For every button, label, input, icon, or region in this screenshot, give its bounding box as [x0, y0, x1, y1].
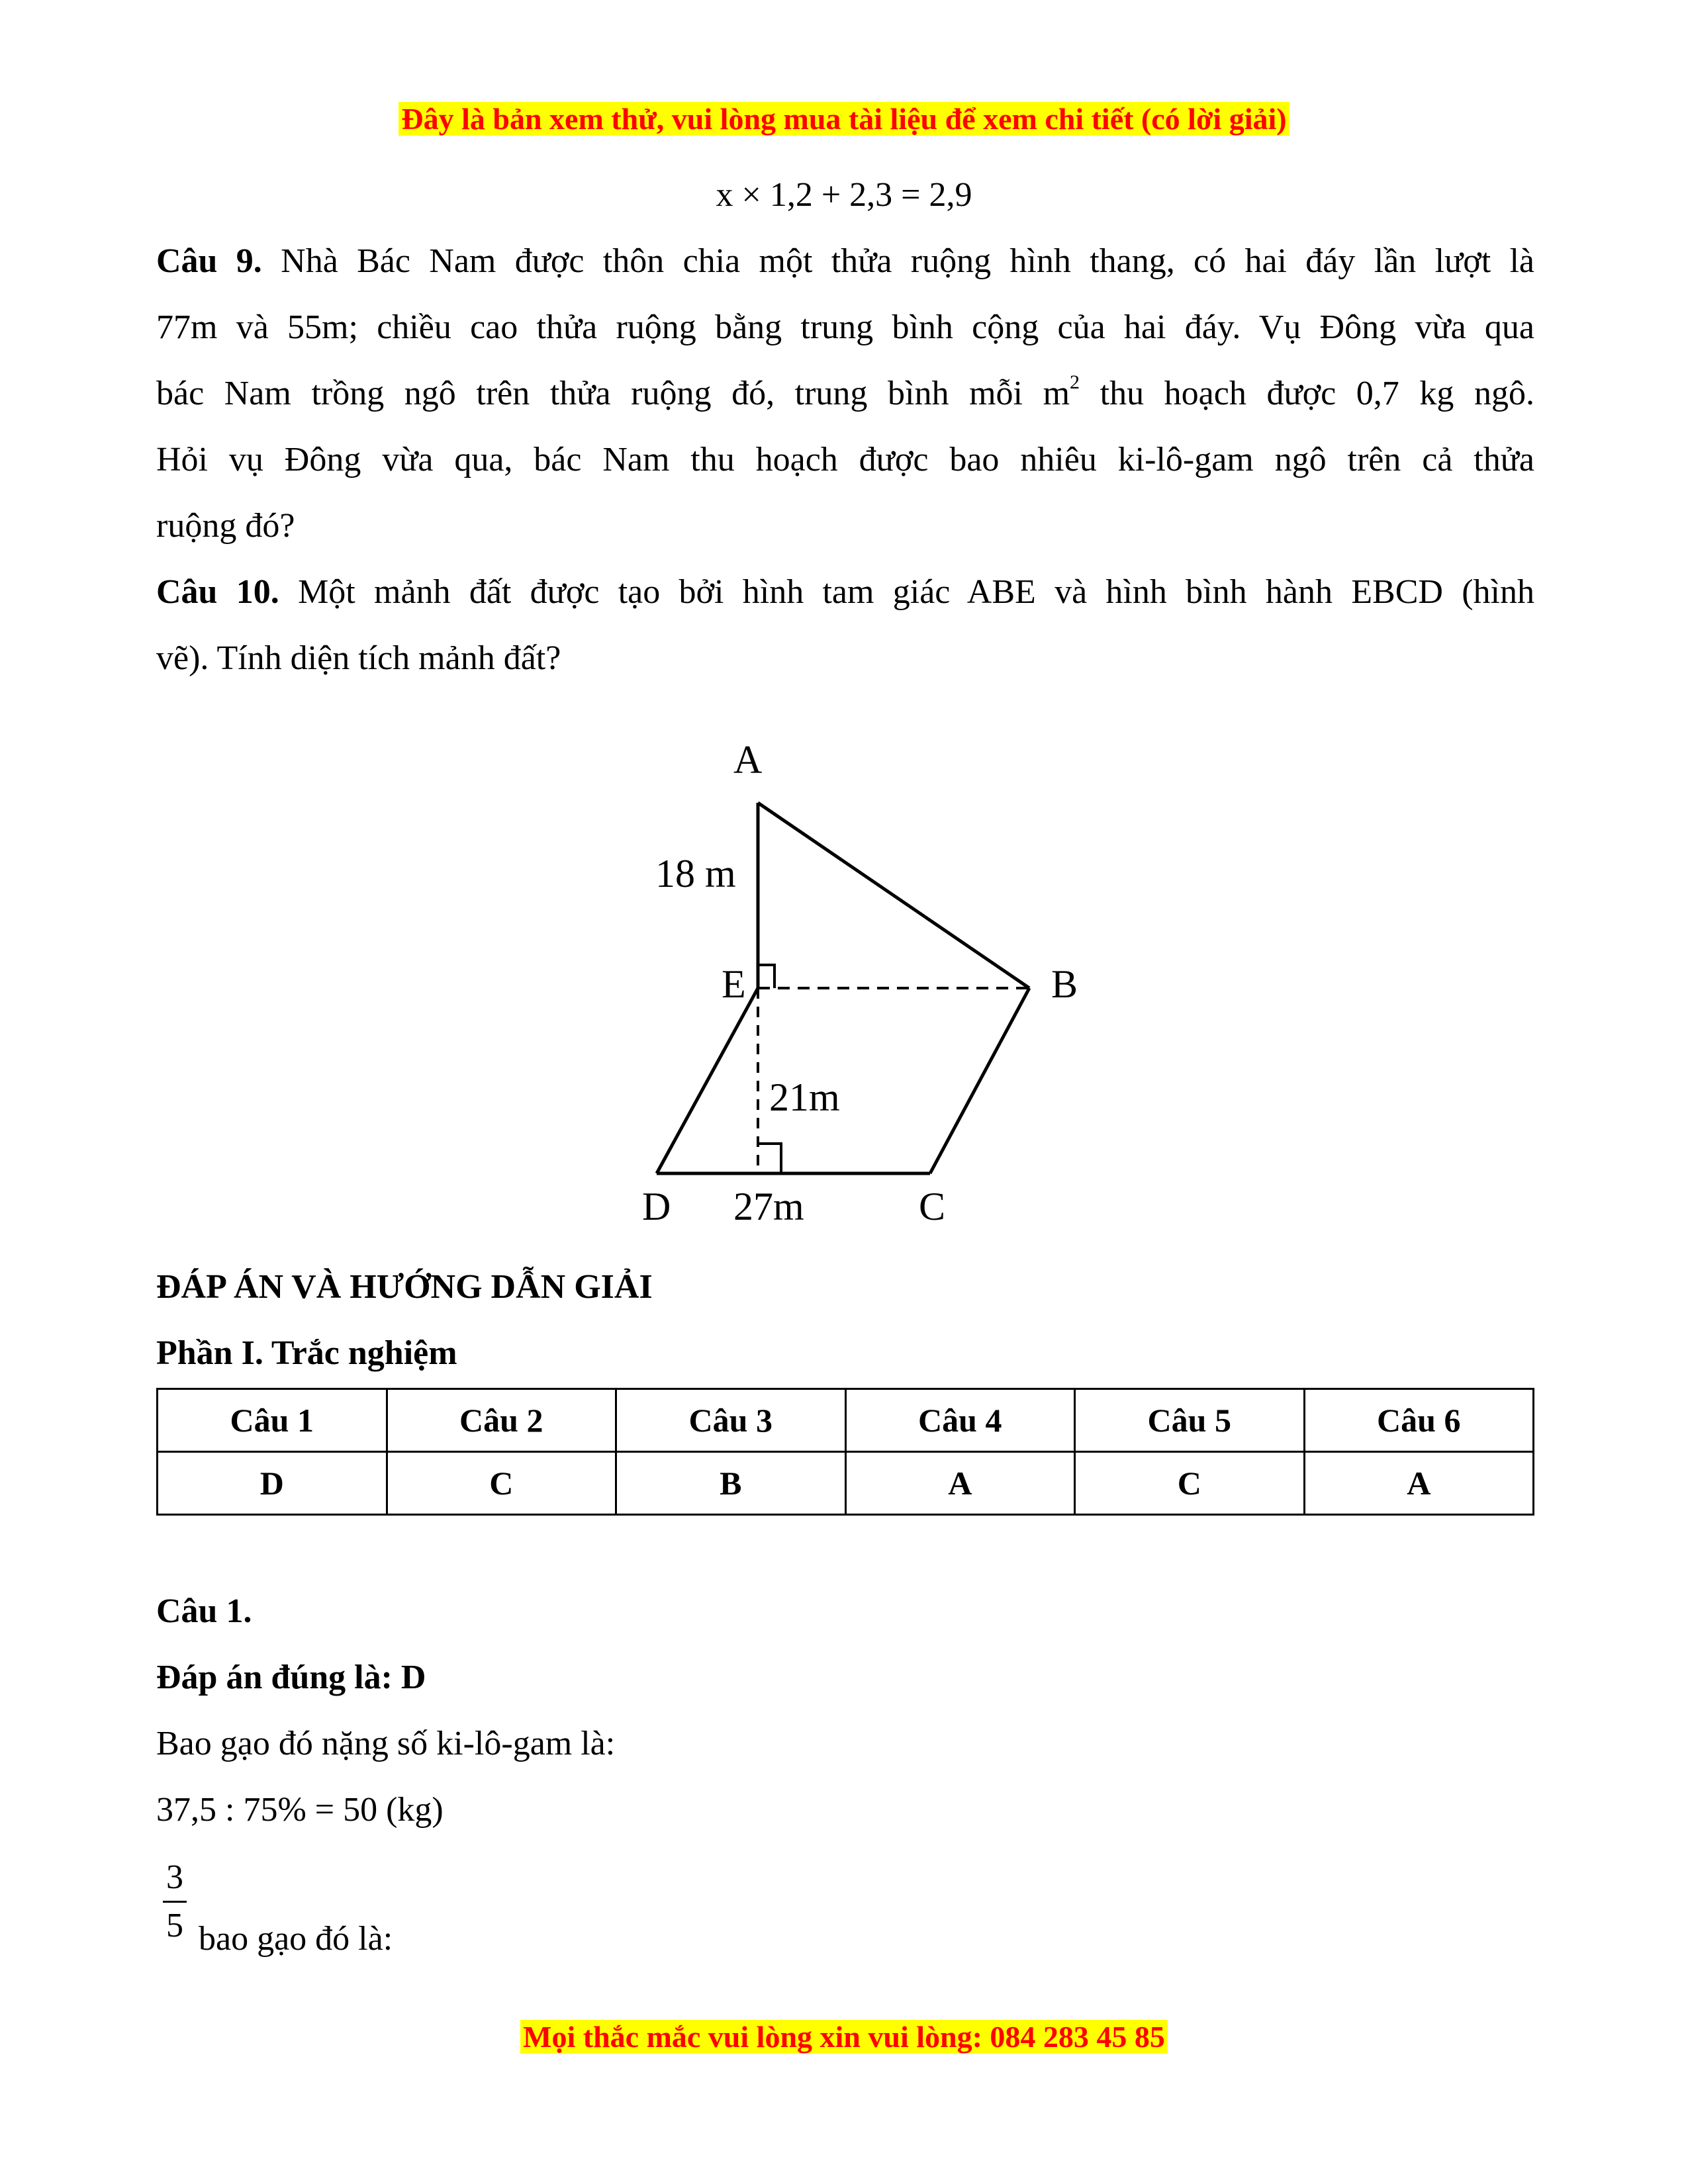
solution1-text1: Bao gạo đó nặng số ki-lô-gam là:: [156, 1725, 616, 1762]
table-value-cell: C: [387, 1452, 616, 1515]
solution1-label: Câu 1.: [156, 1592, 252, 1630]
fraction-denominator: 5: [166, 1907, 183, 1944]
answers-heading: ĐÁP ÁN VÀ HƯỚNG DẪN GIẢI: [156, 1268, 653, 1306]
table-header-cell: Câu 5: [1075, 1389, 1305, 1452]
question9-line1: [156, 228, 1534, 295]
right-angle-base: [758, 1144, 781, 1173]
answer-table: [156, 1388, 1534, 1516]
question10-label: Câu 10.: [156, 573, 279, 611]
label-E: E: [722, 962, 746, 1006]
question10-text1: Một mảnh đất được tạo bởi hình tam giác ABE và hình bình hành EBCD (hình: [298, 573, 1534, 611]
superscript-2: 2: [1070, 371, 1080, 393]
question9-line5: ruộng đó?: [156, 507, 295, 545]
geometry-figure: [622, 728, 1099, 1244]
table-value-cell: C: [1075, 1452, 1305, 1515]
equation-top: x × 1,2 + 2,3 = 2,9: [716, 176, 972, 214]
fraction-numerator: 3: [166, 1858, 183, 1896]
table-header-cell: Câu 4: [845, 1389, 1075, 1452]
question9-line3: [156, 361, 1534, 427]
answer-table-value-row: [158, 1452, 1534, 1515]
solution1-correct: Đáp án đúng là: D: [156, 1659, 426, 1696]
contact-banner: [0, 2017, 1688, 2057]
length-AE: 18 m: [655, 852, 736, 895]
table-value-cell: A: [1304, 1452, 1534, 1515]
table-value-cell: B: [616, 1452, 846, 1515]
segment-BC: [930, 988, 1029, 1173]
preview-banner: [0, 99, 1688, 139]
part1-heading: Phần I. Trắc nghiệm: [156, 1334, 457, 1372]
label-D: D: [642, 1185, 671, 1228]
fraction-bar: [163, 1901, 187, 1903]
segment-AB: [758, 803, 1029, 988]
solution1-calc1: 37,5 : 75% = 50 (kg): [156, 1791, 444, 1829]
label-A: A: [733, 738, 763, 782]
table-header-cell: Câu 6: [1304, 1389, 1534, 1452]
question9-text3b: thu hoạch được 0,7 kg ngô.: [1100, 375, 1535, 412]
question9-label: Câu 9.: [156, 242, 262, 280]
preview-banner-text: Đây là bản xem thử, vui lòng mua tài liệu để xem chi tiết (có lời giải): [399, 102, 1289, 136]
right-angle-E: [758, 965, 774, 988]
solution1-text2: bao gạo đó là:: [199, 1920, 393, 1958]
table-value-cell: D: [158, 1452, 387, 1515]
question10-line2: vẽ). Tính diện tích mảnh đất?: [156, 639, 561, 677]
question9-text3a: bác Nam trồng ngô trên thửa ruộng đó, trung bình mỗi m: [156, 375, 1070, 412]
table-header-cell: Câu 1: [158, 1389, 387, 1452]
contact-banner-text: Mọi thắc mắc vui lòng xin vui lòng: 084 283 45 85: [520, 2020, 1168, 2054]
label-B: B: [1051, 962, 1078, 1006]
table-value-cell: A: [845, 1452, 1075, 1515]
answer-table-header-row: [158, 1389, 1534, 1452]
question9-text1: Nhà Bác Nam được thôn chia một thửa ruộng hình thang, có hai đáy lần lượt là: [281, 242, 1535, 280]
fraction-3-5: [162, 1858, 188, 1945]
label-C: C: [919, 1185, 946, 1228]
table-header-cell: Câu 2: [387, 1389, 616, 1452]
question9-line2: 77m và 55m; chiều cao thửa ruộng bằng trung bình cộng của hai đáy. Vụ Đông vừa qua: [156, 308, 1534, 346]
length-DC: 27m: [733, 1185, 804, 1228]
question9-line4: Hỏi vụ Đông vừa qua, bác Nam thu hoạch được bao nhiêu ki-lô-gam ngô trên cả thửa: [156, 441, 1534, 478]
table-header-cell: Câu 3: [616, 1389, 846, 1452]
question10-line1: [156, 559, 1534, 625]
segment-ED: [657, 988, 758, 1173]
length-height: 21m: [769, 1075, 840, 1119]
